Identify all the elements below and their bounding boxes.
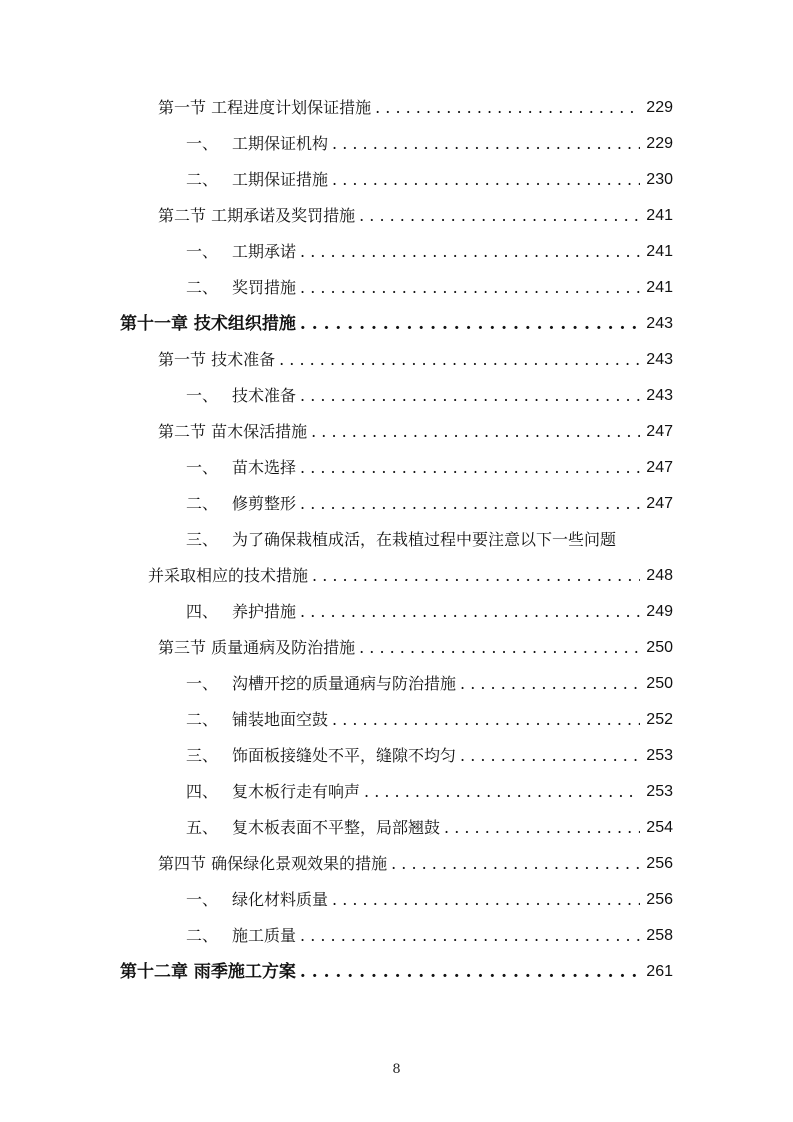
toc-item-row[interactable]: [186, 702, 673, 738]
toc-item-row[interactable]: [186, 666, 673, 702]
dot-leader: [300, 378, 640, 414]
toc-item-row[interactable]: [186, 594, 673, 630]
dot-leader: [332, 882, 640, 918]
toc-item-row[interactable]: [186, 450, 673, 486]
toc-title: 第二节 苗木保活措施: [158, 422, 308, 441]
toc-section-row[interactable]: [158, 90, 673, 126]
toc-item-number: 二、: [186, 494, 219, 513]
toc-item-row[interactable]: [186, 738, 673, 774]
toc-title: 养护措施: [232, 602, 297, 621]
toc-page-number: 243: [646, 387, 673, 404]
toc-title: 第三节 质量通病及防治措施: [158, 638, 356, 657]
toc-section-row[interactable]: [158, 198, 673, 234]
toc-section-row[interactable]: [158, 414, 673, 450]
toc-page-number: 253: [646, 783, 673, 800]
toc-item-number: 一、: [186, 242, 219, 261]
toc-title: 奖罚措施: [232, 278, 297, 297]
page-footer-number: 8: [392, 1062, 401, 1077]
toc-page-number: 247: [646, 495, 673, 512]
dot-leader: [332, 702, 640, 738]
toc-title: 施工质量: [232, 926, 297, 945]
dot-leader: [460, 666, 640, 702]
toc-page-number: 230: [646, 171, 673, 188]
toc-title: 工期保证机构: [232, 134, 329, 153]
dot-leader: [300, 594, 640, 630]
toc-title: 为了确保栽植成活，在栽植过程中要注意以下一些问题: [232, 530, 617, 549]
toc-section-row[interactable]: [158, 342, 673, 378]
toc-title: 技术准备: [232, 386, 297, 405]
toc-item-number: 一、: [186, 890, 219, 909]
toc-title: 第十一章 技术组织措施: [120, 314, 296, 334]
toc-title: 修剪整形: [232, 494, 297, 513]
toc-item-number: 四、: [186, 602, 219, 621]
dot-leader: [332, 162, 640, 198]
toc-page-number: 250: [646, 675, 673, 692]
toc-page-number: 229: [646, 99, 673, 116]
toc-title: 工期保证措施: [232, 170, 329, 189]
toc-page-number: 241: [646, 207, 673, 224]
dot-leader: [391, 846, 640, 882]
dot-leader: [364, 774, 640, 810]
toc-item-number: 三、: [186, 530, 219, 549]
toc-page-number: 252: [646, 711, 673, 728]
toc-item-number: 五、: [186, 818, 219, 837]
toc-page-number: 243: [646, 315, 673, 332]
toc-chapter-row[interactable]: [120, 306, 673, 342]
toc-page-number: 261: [646, 963, 673, 980]
toc-page-number: 254: [646, 819, 673, 836]
dot-leader: [300, 450, 640, 486]
toc-section-row[interactable]: [158, 846, 673, 882]
toc-page-number: 248: [646, 567, 673, 584]
toc-page-number: 249: [646, 603, 673, 620]
toc-item-row[interactable]: [186, 270, 673, 306]
toc-item-number: 二、: [186, 926, 219, 945]
toc-title: 复木板行走有响声: [232, 782, 361, 801]
toc-item-row[interactable]: [186, 126, 673, 162]
toc-page-number: 241: [646, 243, 673, 260]
toc-item-number: 一、: [186, 134, 219, 153]
dot-leader: [300, 234, 640, 270]
toc-page-number: 258: [646, 927, 673, 944]
toc-section-row[interactable]: [158, 630, 673, 666]
toc-page-number: 229: [646, 135, 673, 152]
toc-item-row[interactable]: [186, 378, 673, 414]
toc-title: 第十二章 雨季施工方案: [120, 962, 296, 982]
toc-page-number: 256: [646, 891, 673, 908]
toc-item-row[interactable]: [186, 810, 673, 846]
toc-item-row[interactable]: [186, 486, 673, 522]
toc-page-number: 256: [646, 855, 673, 872]
dot-leader: [312, 558, 640, 594]
toc-item-row[interactable]: [186, 234, 673, 270]
toc-item-number: 三、: [186, 746, 219, 765]
toc-chapter-row[interactable]: [120, 954, 673, 990]
dot-leader: [300, 918, 640, 954]
toc-title: 复木板表面不平整，局部翘鼓: [232, 818, 441, 837]
dot-leader: [460, 738, 640, 774]
toc-page-number: 253: [646, 747, 673, 764]
toc-title: 苗木选择: [232, 458, 297, 477]
dot-leader: [279, 342, 640, 378]
toc-item-row[interactable]: [186, 882, 673, 918]
toc-page-number: 247: [646, 423, 673, 440]
toc-title: 绿化材料质量: [232, 890, 329, 909]
dot-leader: [311, 414, 640, 450]
dot-leader: [300, 954, 640, 990]
toc-item-row[interactable]: [186, 774, 673, 810]
toc-item-row-continuation[interactable]: [148, 558, 673, 594]
toc-title: 第二节 工期承诺及奖罚措施: [158, 206, 356, 225]
toc-page-number: 247: [646, 459, 673, 476]
toc-item-number: 一、: [186, 386, 219, 405]
toc-item-number: 二、: [186, 278, 219, 297]
dot-leader: [300, 306, 640, 342]
toc-title: 饰面板接缝处不平，缝隙不均匀: [232, 746, 457, 765]
toc-page-number: 250: [646, 639, 673, 656]
toc-item-number: 二、: [186, 170, 219, 189]
toc-item-number: 四、: [186, 782, 219, 801]
dot-leader: [300, 486, 640, 522]
dot-leader: [444, 810, 640, 846]
toc-title: 第四节 确保绿化景观效果的措施: [158, 854, 388, 873]
toc-item-number: 一、: [186, 458, 219, 477]
dot-leader: [359, 198, 640, 234]
toc-page-number: 243: [646, 351, 673, 368]
toc-title: 并采取相应的技术措施: [148, 566, 309, 585]
toc-page-number: 241: [646, 279, 673, 296]
toc-title: 第一节 技术准备: [158, 350, 276, 369]
toc-item-number: 二、: [186, 710, 219, 729]
toc-title: 第一节 工程进度计划保证措施: [158, 98, 372, 117]
toc-item-number: 一、: [186, 674, 219, 693]
toc-title: 沟槽开挖的质量通病与防治措施: [232, 674, 457, 693]
toc-item-row-wrapped[interactable]: [186, 522, 673, 558]
toc-title: 工期承诺: [232, 242, 297, 261]
toc-item-row[interactable]: [186, 918, 673, 954]
dot-leader: [359, 630, 640, 666]
dot-leader: [300, 270, 640, 306]
toc-title: 铺装地面空鼓: [232, 710, 329, 729]
toc-item-row[interactable]: [186, 162, 673, 198]
dot-leader: [375, 90, 640, 126]
dot-leader: [332, 126, 640, 162]
